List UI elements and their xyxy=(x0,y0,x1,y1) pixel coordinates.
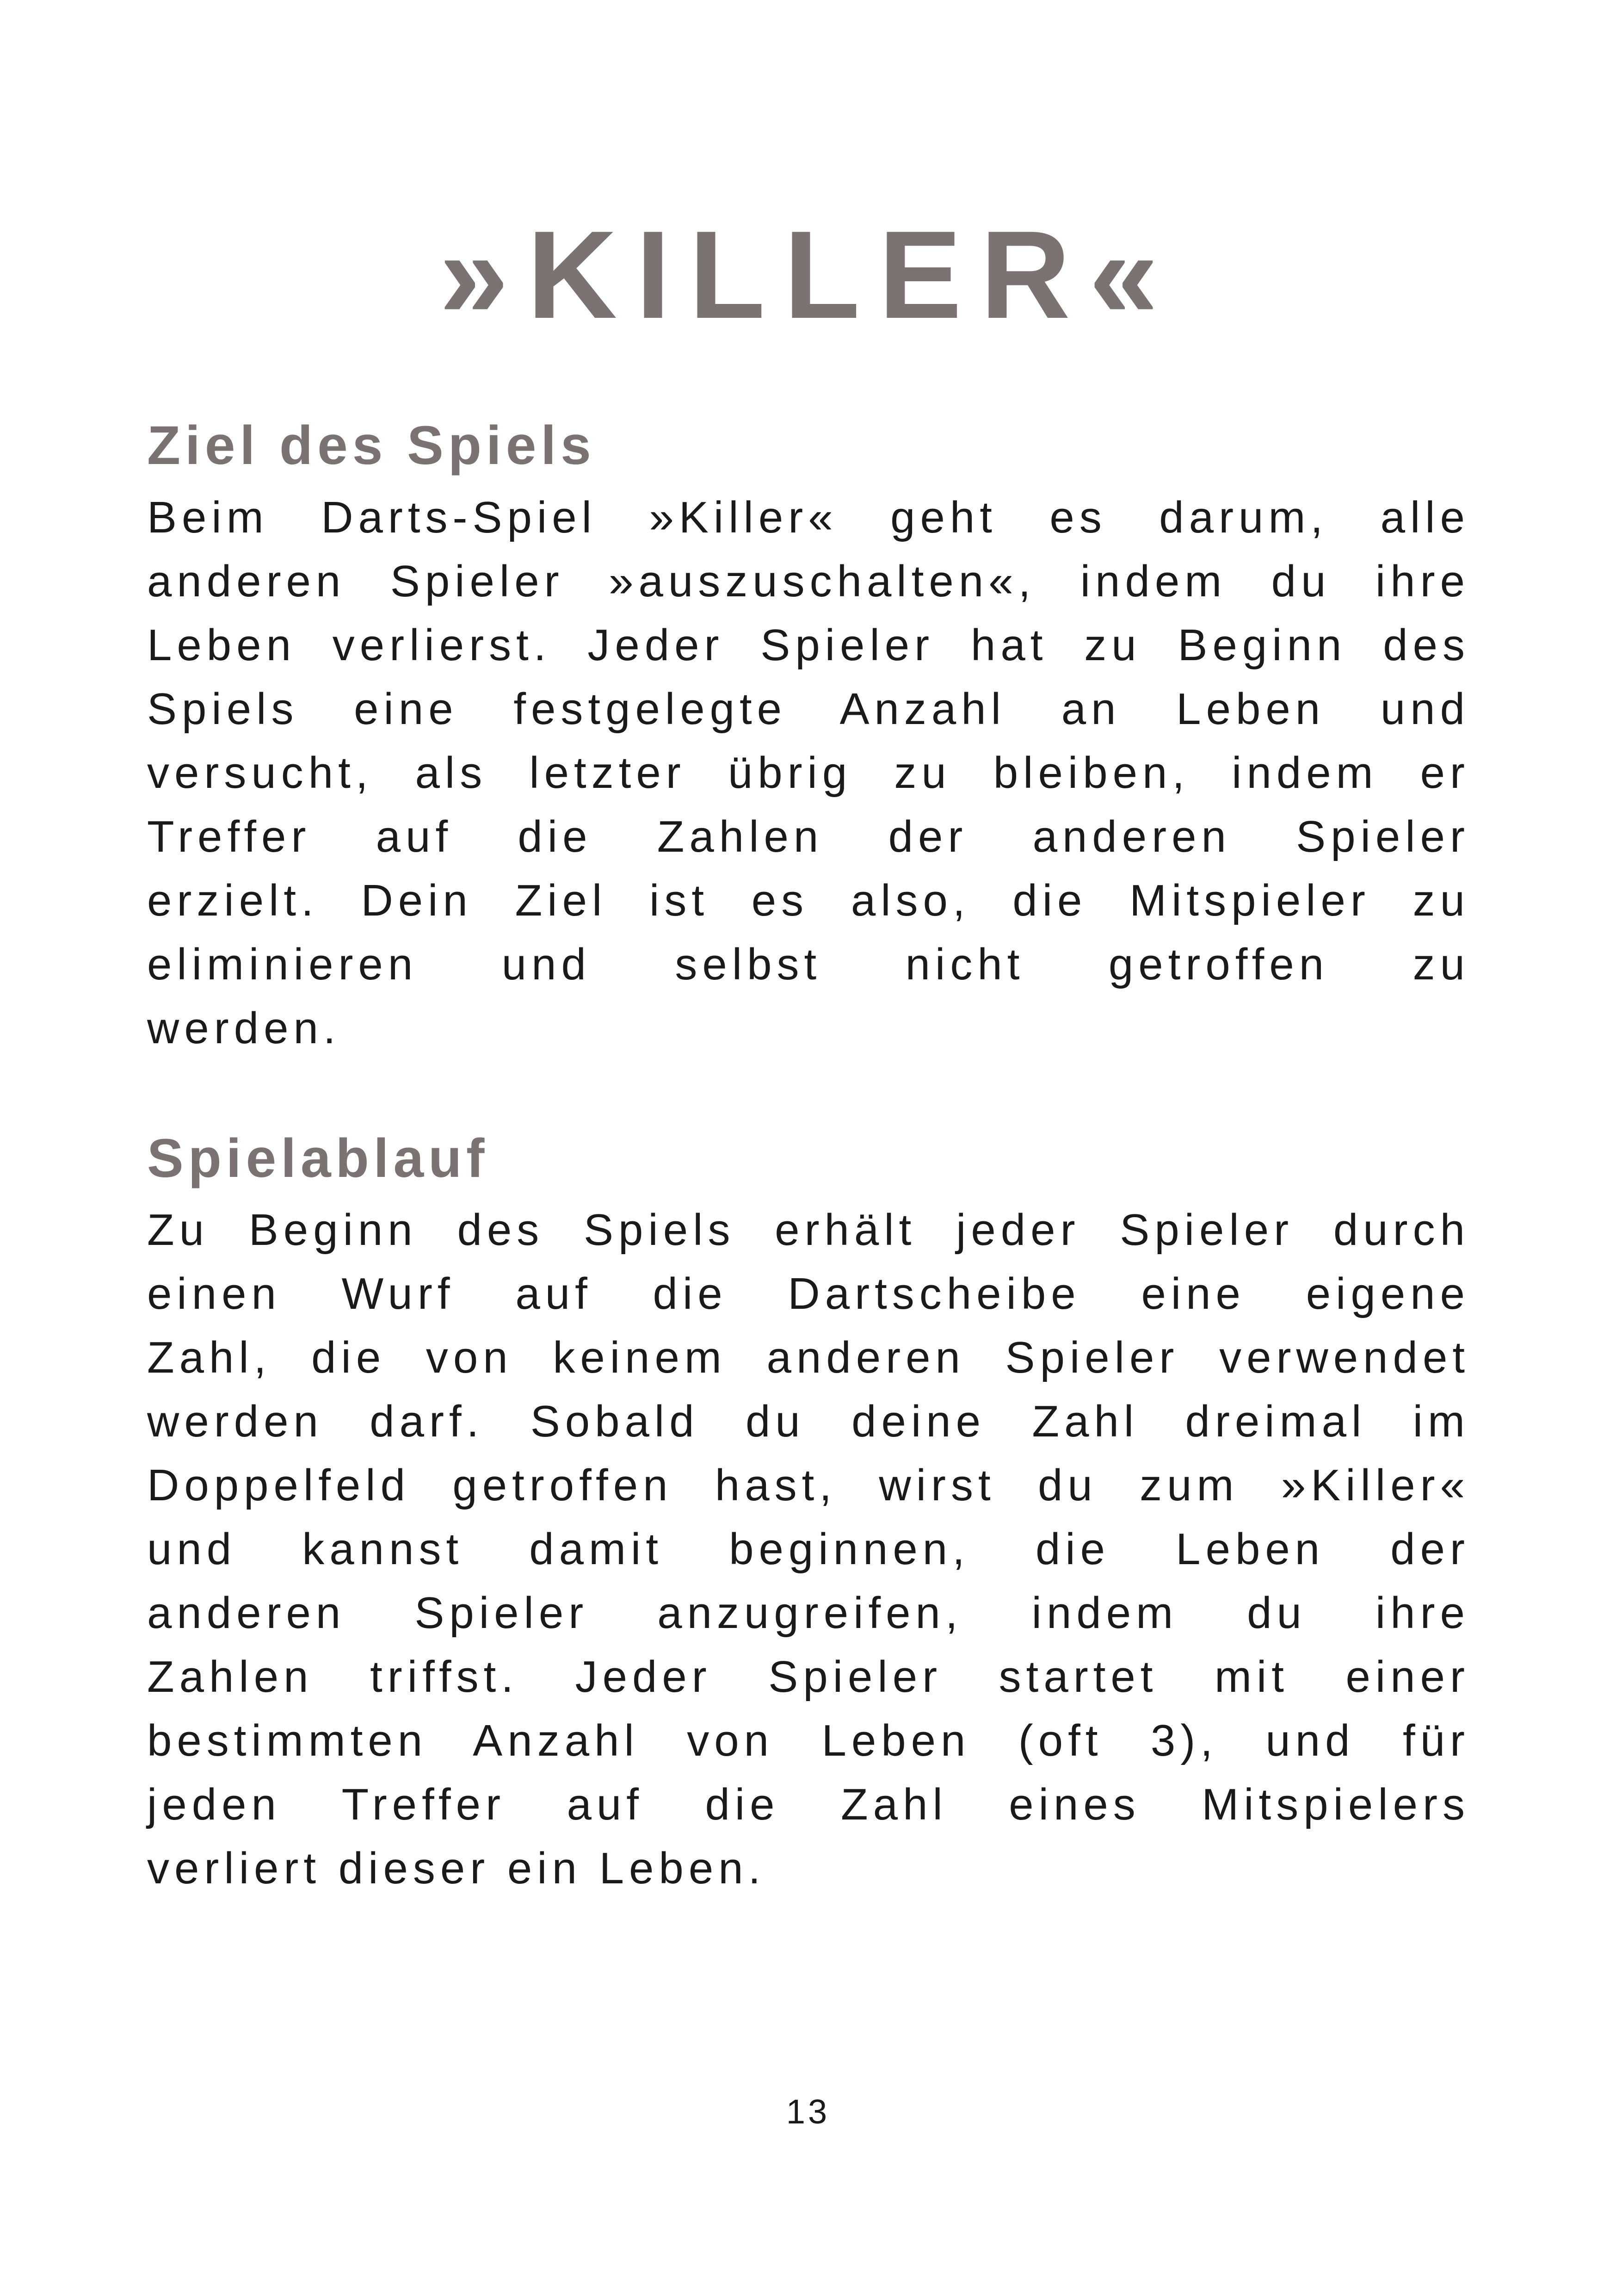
text-line: Spiels eine festgelegte Anzahl an Leben und xyxy=(147,684,1470,734)
section-heading-goal: Ziel des Spiels xyxy=(147,415,596,476)
text-line: Leben verlierst. Jeder Spieler hat zu Beginn des xyxy=(147,620,1470,670)
text-line: anderen Spieler »auszuschalten«, indem du ihre xyxy=(147,557,1470,606)
text-line: und kannst damit beginnen, die Leben der xyxy=(147,1524,1470,1574)
text-line: versucht, als letzter übrig zu bleiben, indem er xyxy=(147,748,1470,798)
page-number: 13 xyxy=(786,2092,830,2131)
text-line: Zahlen triffst. Jeder Spieler startet mit einer xyxy=(147,1652,1470,1702)
text-line: erzielt. Dein Ziel ist es also, die Mitspieler zu xyxy=(147,876,1470,925)
text-line: einen Wurf auf die Dartscheibe eine eigene xyxy=(147,1269,1470,1318)
section-body-flow xyxy=(147,1198,1470,1900)
text-line: bestimmten Anzahl von Leben (oft 3), und für xyxy=(147,1716,1470,1765)
section-body-goal xyxy=(147,486,1470,1060)
text-line: anderen Spieler anzugreifen, indem du ihre xyxy=(147,1588,1470,1638)
text-line: werden darf. Sobald du deine Zahl dreimal im xyxy=(147,1397,1470,1446)
text-line: Zahl, die von keinem anderen Spieler verwendet xyxy=(147,1333,1470,1382)
text-line: Zu Beginn des Spiels erhält jeder Spieler durch xyxy=(147,1205,1470,1255)
text-line: Doppelfeld getroffen hast, wirst du zum »Killer« xyxy=(147,1461,1470,1510)
page-title: »KILLER« xyxy=(439,205,1177,345)
section-heading-flow: Spielablauf xyxy=(147,1128,489,1189)
text-line: Treffer auf die Zahlen der anderen Spieler xyxy=(147,812,1470,861)
text-line: eliminieren und selbst nicht getroffen zu xyxy=(147,940,1470,989)
text-line: jeden Treffer auf die Zahl eines Mitspielers xyxy=(147,1780,1470,1829)
text-line: verliert dieser ein Leben. xyxy=(147,1844,766,1893)
text-line: Beim Darts-Spiel »Killer« geht es darum, alle xyxy=(147,493,1470,542)
text-line: werden. xyxy=(147,1003,341,1053)
